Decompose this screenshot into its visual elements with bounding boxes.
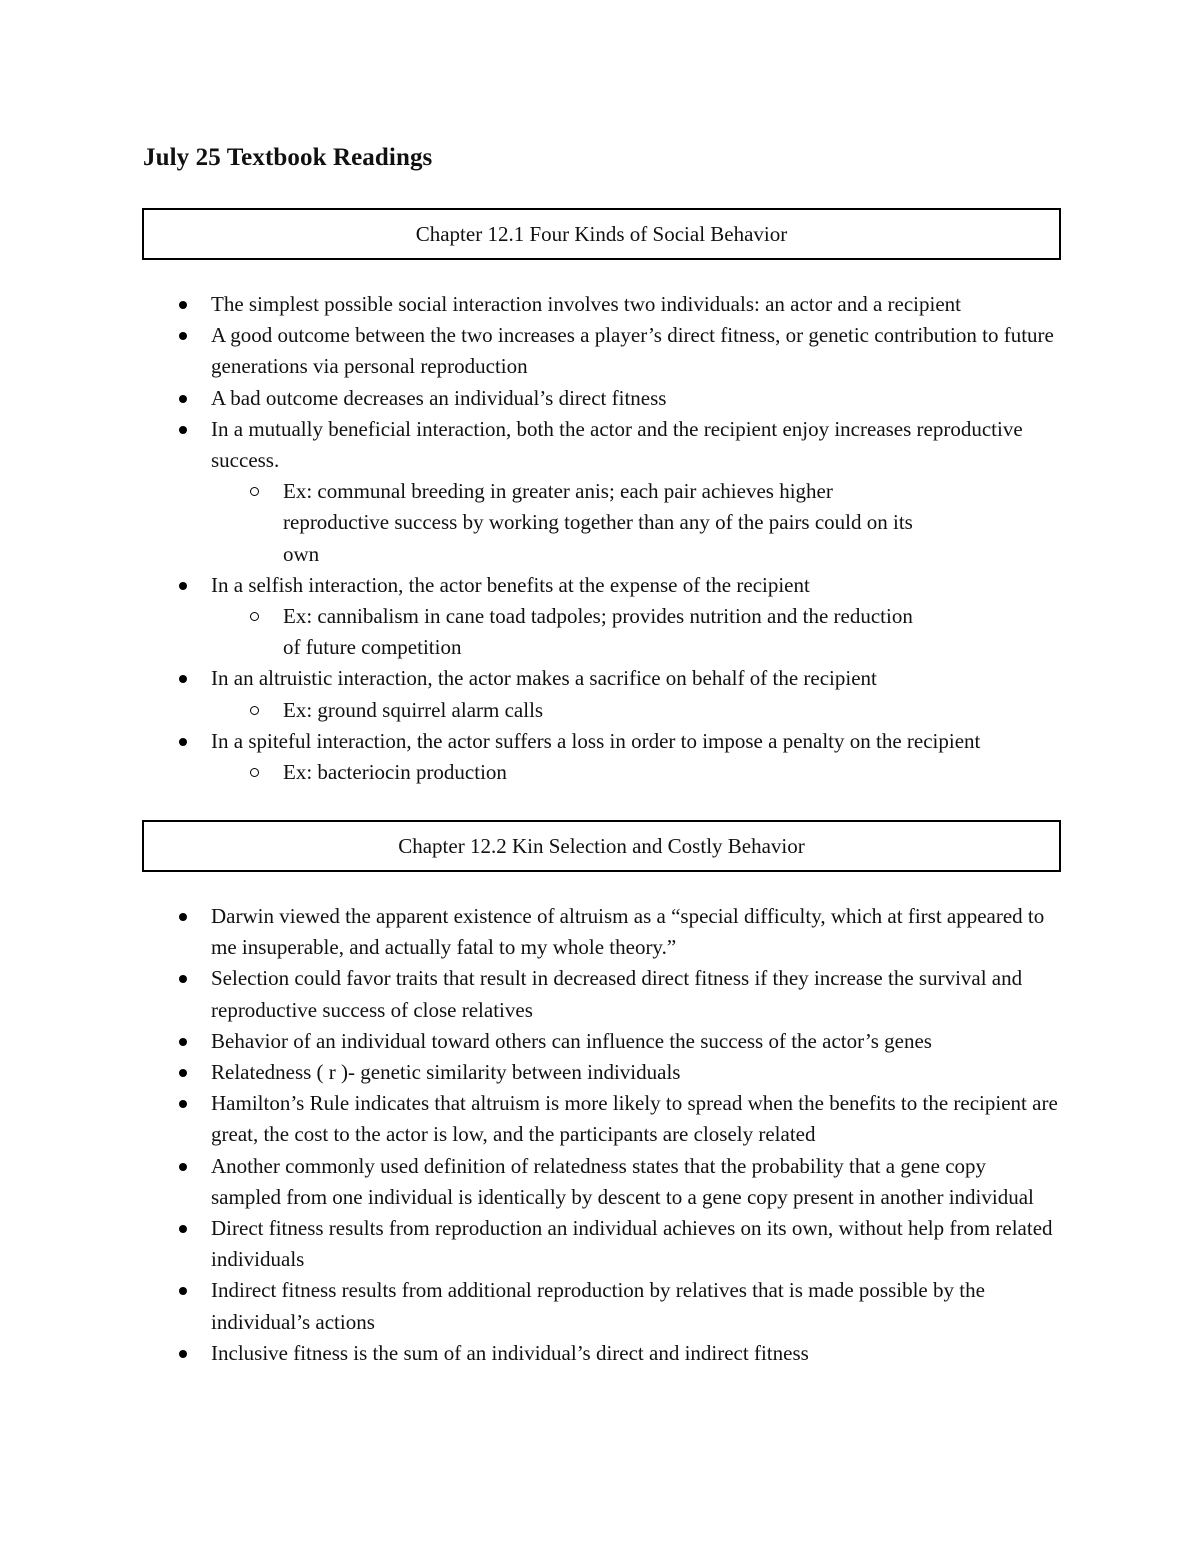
bullet-text: Another commonly used definition of relatedness states that the probability that a gene copy sampled from one individual is identically by descent to a gene copy present in another individual [211, 1153, 1034, 1209]
bullet-text: Behavior of an individual toward others can influence the success of the actor’s genes [211, 1028, 932, 1053]
bullet-item [0, 1338, 1200, 1369]
bullet-dot-icon [179, 1069, 187, 1077]
bullet-item [0, 901, 1200, 963]
bullet-text: Relatedness ( r )- genetic similarity between individuals [211, 1060, 681, 1085]
bullet-item [0, 570, 1200, 664]
bullet-item [0, 289, 1200, 320]
sub-bullet-text: Ex: communal breeding in greater anis; each pair achieves higher reproductive success by working together than any of the pairs could on its own [283, 479, 913, 566]
bullet-dot-icon [179, 1225, 187, 1233]
section-heading-box [142, 208, 1061, 260]
bullet-item [0, 1026, 1200, 1057]
bullet-item [0, 1275, 1200, 1337]
hollow-bullet-icon [250, 706, 259, 715]
bullet-dot-icon [179, 1038, 187, 1046]
sub-bullet-item [0, 695, 1060, 726]
hollow-bullet-icon [250, 612, 259, 621]
sub-bullet-list [211, 476, 1060, 570]
sub-bullet-text: Ex: cannibalism in cane toad tadpoles; provides nutrition and the reduction of future competition [283, 604, 913, 660]
sub-bullet-list [211, 757, 1060, 788]
bullet-item [0, 414, 1200, 570]
bullet-item [0, 1151, 1200, 1213]
bullet-item [0, 963, 1200, 1025]
bullet-text: Indirect fitness results from additional reproduction by relatives that is made possible by the individual’s actions [211, 1278, 985, 1334]
bullet-item [0, 726, 1200, 788]
bullet-dot-icon [179, 738, 187, 746]
hollow-bullet-icon [250, 768, 259, 777]
bullet-dot-icon [179, 1163, 187, 1171]
sub-bullet-list [211, 695, 1060, 726]
bullet-item [0, 1057, 1200, 1088]
bullet-text: The simplest possible social interaction involves two individuals: an actor and a recipient [211, 292, 961, 316]
bullet-dot-icon [179, 1287, 187, 1295]
bullet-dot-icon [179, 1100, 187, 1108]
bullet-text: A bad outcome decreases an individual’s direct fitness [211, 385, 667, 410]
hollow-bullet-icon [250, 487, 259, 496]
bullet-text: In a selfish interaction, the actor benefits at the expense of the recipient [211, 572, 810, 597]
section-heading: Chapter 12.2 Kin Selection and Costly Behavior [398, 833, 805, 858]
bullet-text: In an altruistic interaction, the actor makes a sacrifice on behalf of the recipient [211, 666, 877, 691]
sub-bullet-item [0, 757, 1060, 788]
bullet-item [0, 663, 1200, 725]
sub-bullet-text: Ex: bacteriocin production [283, 760, 507, 785]
bullet-text: Darwin viewed the apparent existence of altruism as a “special difficulty, which at first appeared to me insuperable, and actually fatal to my whole theory.” [211, 904, 1045, 960]
bullet-text: Hamilton’s Rule indicates that altruism is more likely to spread when the benefits to the recipient are great, the cost to the actor is low, and the participants are closely related [211, 1091, 1058, 1147]
section-notes-list [0, 901, 1200, 1369]
bullet-dot-icon [179, 1350, 187, 1358]
bullet-text: A good outcome between the two increases a player’s direct fitness, or genetic contribution to future generations via personal reproduction [211, 323, 1054, 379]
bullet-item [0, 320, 1200, 382]
sub-bullet-item [0, 476, 1060, 570]
bullet-item [0, 1213, 1200, 1275]
bullet-dot-icon [179, 582, 187, 590]
section-notes-list [0, 289, 1200, 788]
bullet-text: In a mutually beneficial interaction, both the actor and the recipient enjoy increases reproductive success. [211, 416, 1023, 473]
section-heading-box [142, 820, 1061, 872]
bullet-dot-icon [179, 913, 187, 921]
bullet-text: Selection could favor traits that result in decreased direct fitness if they increase the survival and reproductive success of close relatives [211, 966, 1023, 1022]
bullet-text: Inclusive fitness is the sum of an individual’s direct and indirect fitness [211, 1340, 809, 1365]
bullet-dot-icon [179, 675, 187, 683]
bullet-dot-icon [179, 395, 187, 403]
bullet-item [0, 1088, 1200, 1150]
sub-bullet-list [211, 601, 1060, 663]
bullet-dot-icon [179, 426, 187, 434]
bullet-dot-icon [179, 975, 187, 983]
sub-bullet-item [0, 601, 1060, 663]
section-heading: Chapter 12.1 Four Kinds of Social Behavior [415, 221, 788, 246]
bullet-text: Direct fitness results from reproduction an individual achieves on its own, without help from related individuals [211, 1216, 1053, 1272]
sub-bullet-text: Ex: ground squirrel alarm calls [283, 697, 544, 722]
bullet-dot-icon [179, 301, 187, 309]
bullet-dot-icon [179, 332, 187, 340]
bullet-item [0, 383, 1200, 414]
bullet-text: In a spiteful interaction, the actor suffers a loss in order to impose a penalty on the recipient [211, 728, 981, 753]
document-title: July 25 Textbook Readings [143, 144, 433, 171]
